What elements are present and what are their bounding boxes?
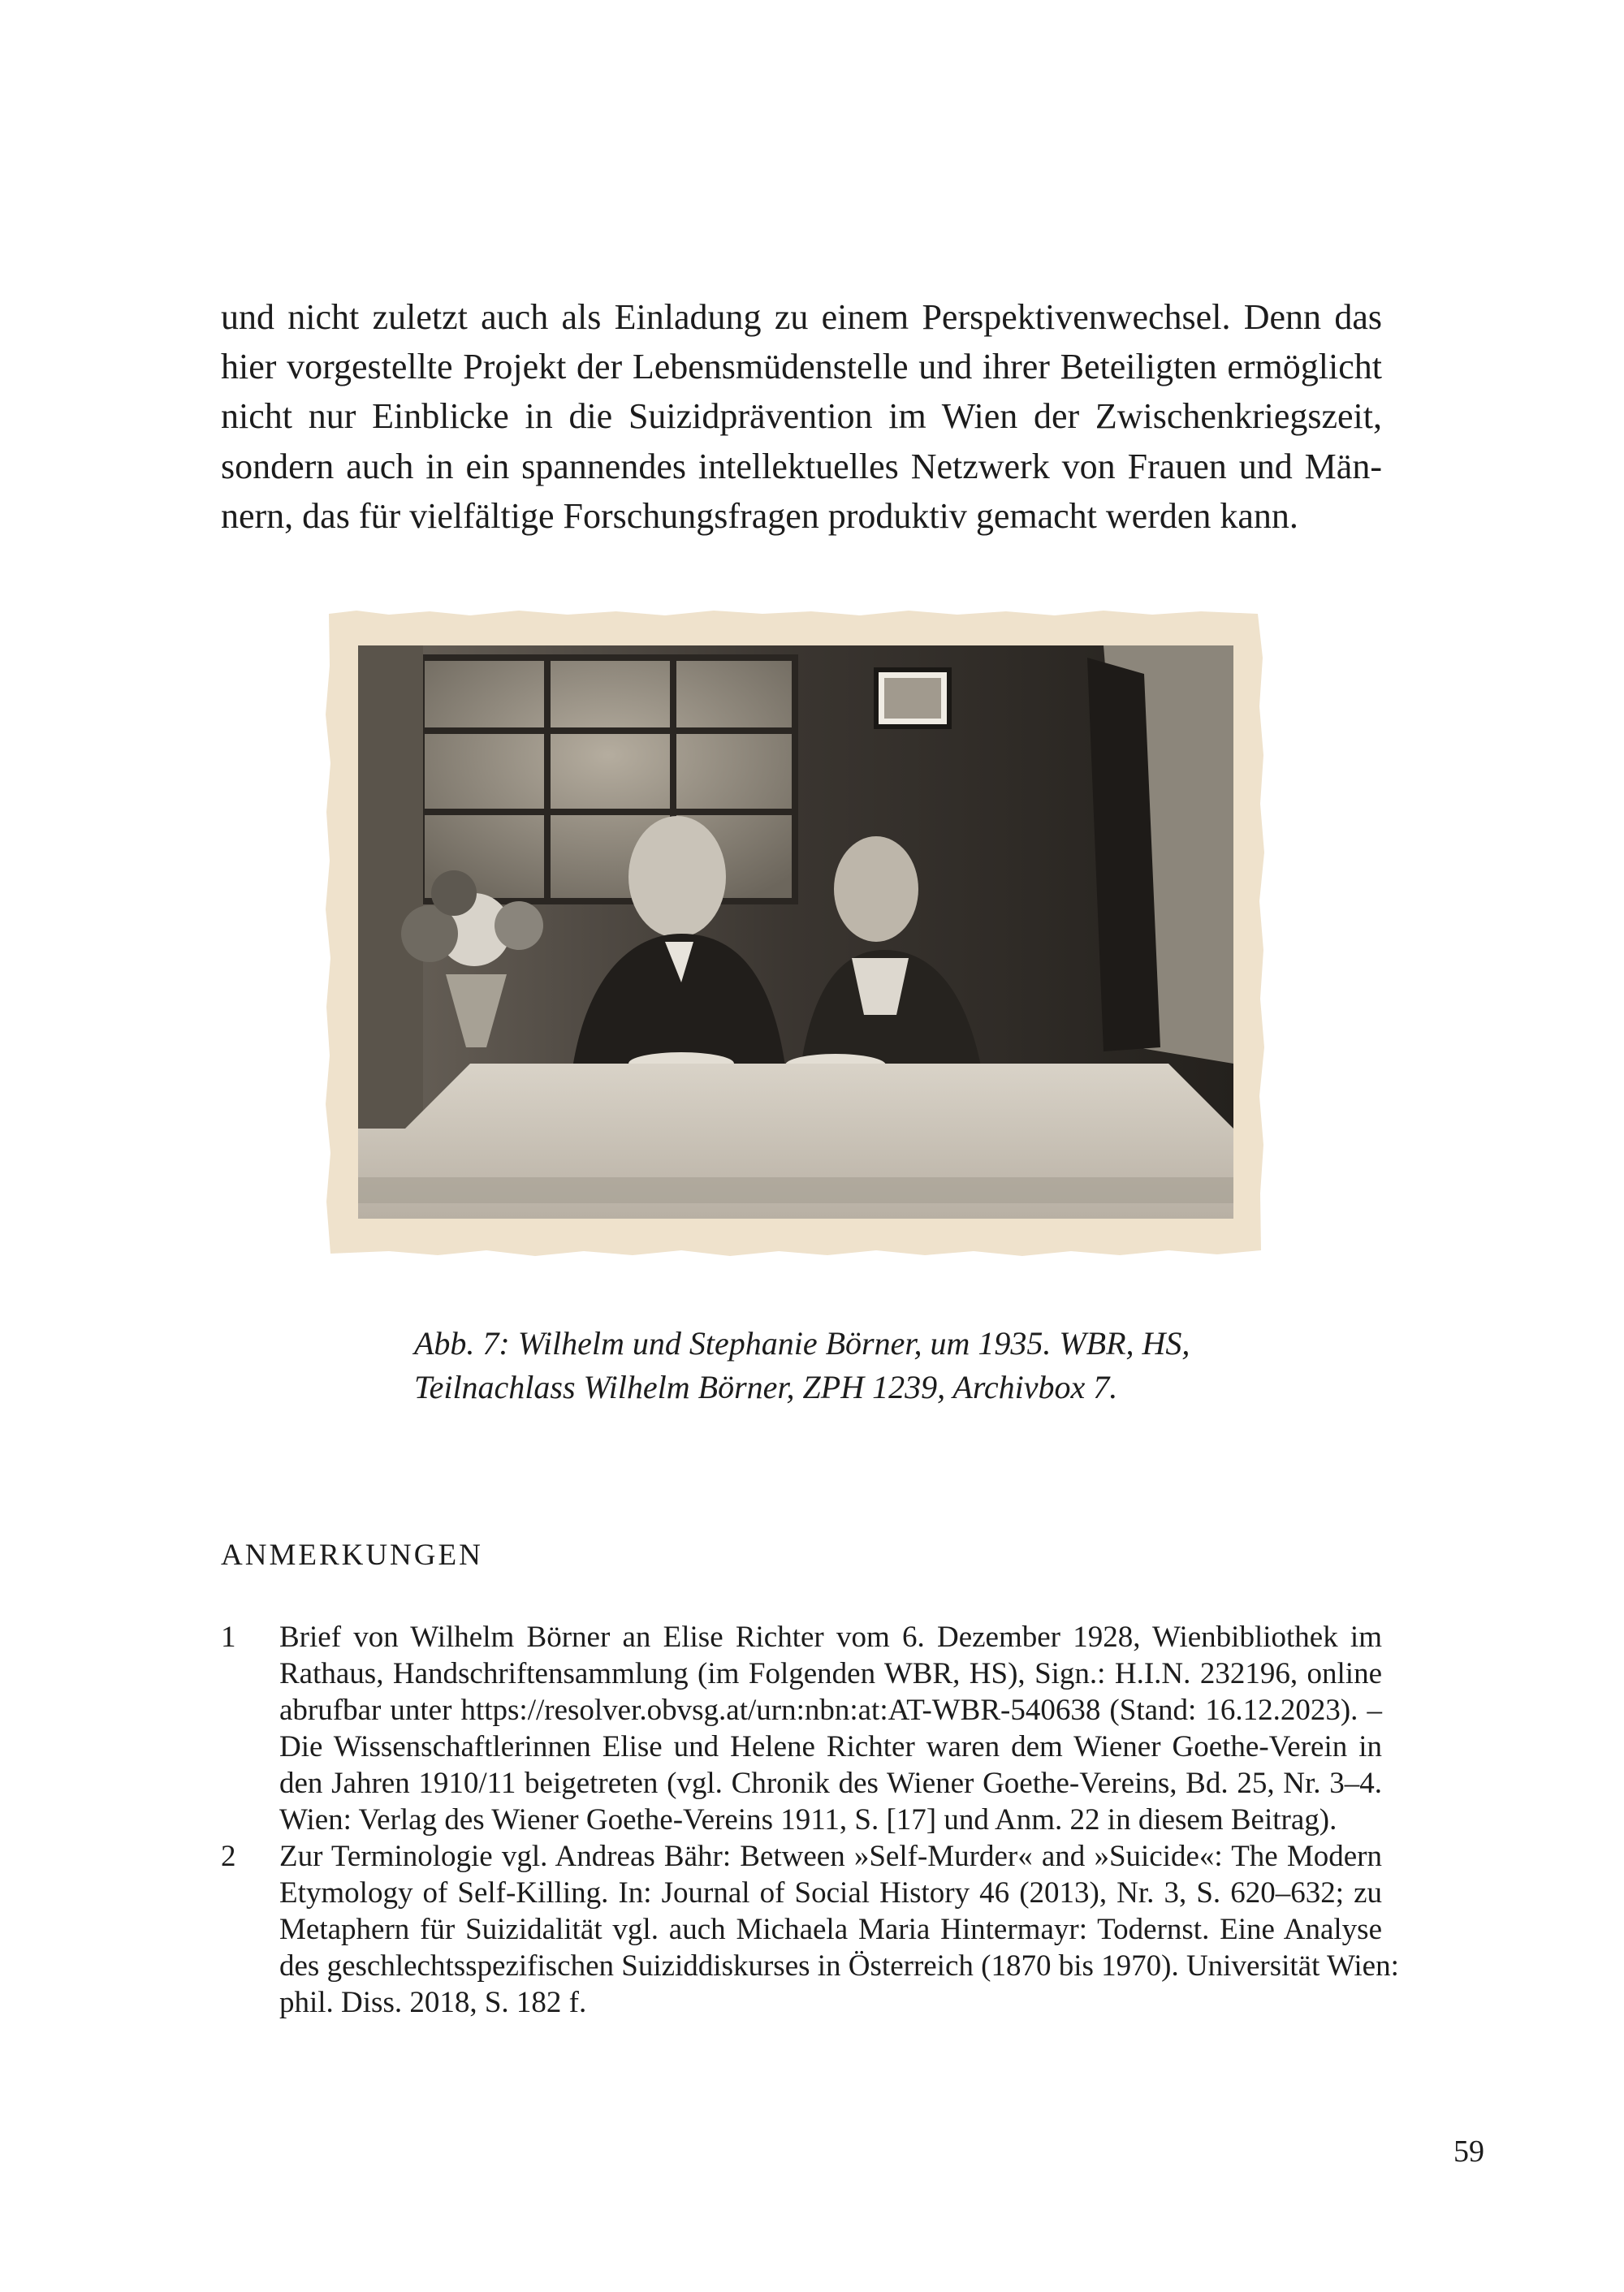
- note-line: abrufbar unter https://resolver.obvsg.at/urn:nbn:at:AT-WBR-540638 (Stand: 16.12.2023). –: [279, 1694, 1382, 1727]
- body-line: und nicht zuletzt auch als Einladung zu einem Perspektivenwechsel. Denn das: [221, 297, 1382, 337]
- note-number: 1: [221, 1621, 236, 1654]
- note-line: Brief von Wilhelm Börner an Elise Richter vom 6. Dezember 1928, Wienbibliothek im: [279, 1621, 1382, 1654]
- note-number: 2: [221, 1840, 236, 1873]
- note-line: Etymology of Self-Killing. In: Journal of Social History 46 (2013), Nr. 3, S. 620–632; zu: [279, 1876, 1382, 1910]
- note-line: Metaphern für Suizidalität vgl. auch Michaela Maria Hintermayr: Todernst. Eine Analyse: [279, 1913, 1382, 1946]
- note-item: [221, 1619, 1382, 1838]
- caption-line: Teilnachlass Wilhelm Börner, ZPH 1239, Archivbox 7.: [414, 1369, 1118, 1405]
- note-line: phil. Diss. 2018, S. 182 f.: [279, 1986, 587, 2019]
- note-line: Die Wissenschaftlerinnen Elise und Helene Richter waren dem Wiener Goethe-Verein in: [279, 1730, 1382, 1763]
- body-line: hier vorgestellte Projekt der Lebensmüdenstelle und ihrer Beteiligten ermöglicht: [221, 347, 1382, 387]
- note-line: Zur Terminologie vgl. Andreas Bähr: Between »Self-Murder« and »Suicide«: The Modern: [279, 1840, 1382, 1873]
- note-line: Wien: Verlag des Wiener Goethe-Vereins 1911, S. [17] und Anm. 22 in diesem Beitrag).: [279, 1803, 1337, 1837]
- note-line: den Jahren 1910/11 beigetreten (vgl. Chronik des Wiener Goethe-Vereins, Bd. 25, Nr. 3–4.: [279, 1767, 1382, 1800]
- note-line: des geschlechtsspezifischen Suiziddiskurses in Österreich (1870 bis 1970). Universität Wien:: [279, 1949, 1399, 1983]
- note-item: [221, 1838, 1399, 2021]
- body-line: sondern auch in ein spannendes intellektuelles Netzwerk von Frauen und Män-: [221, 446, 1382, 486]
- figure-photograph: [324, 609, 1266, 1258]
- notes-list: [221, 1619, 1399, 2021]
- body-paragraph: [221, 292, 1382, 541]
- page-number: 59: [1453, 2134, 1484, 2169]
- figure-caption: [414, 1322, 1307, 1409]
- photo-image: [358, 645, 1233, 1219]
- note-line: Rathaus, Handschriftensammlung (im Folgenden WBR, HS), Sign.: H.I.N. 232196, online: [279, 1657, 1382, 1690]
- body-line: nern, das für vielfältige Forschungsfragen produktiv gemacht werden kann.: [221, 495, 1298, 536]
- notes-heading: ANMERKUNGEN: [221, 1539, 483, 1572]
- body-line: nicht nur Einblicke in die Suizidprävention im Wien der Zwischenkriegszeit,: [221, 396, 1382, 437]
- caption-line: Abb. 7: Wilhelm und Stephanie Börner, um 1935. WBR, HS,: [414, 1325, 1190, 1362]
